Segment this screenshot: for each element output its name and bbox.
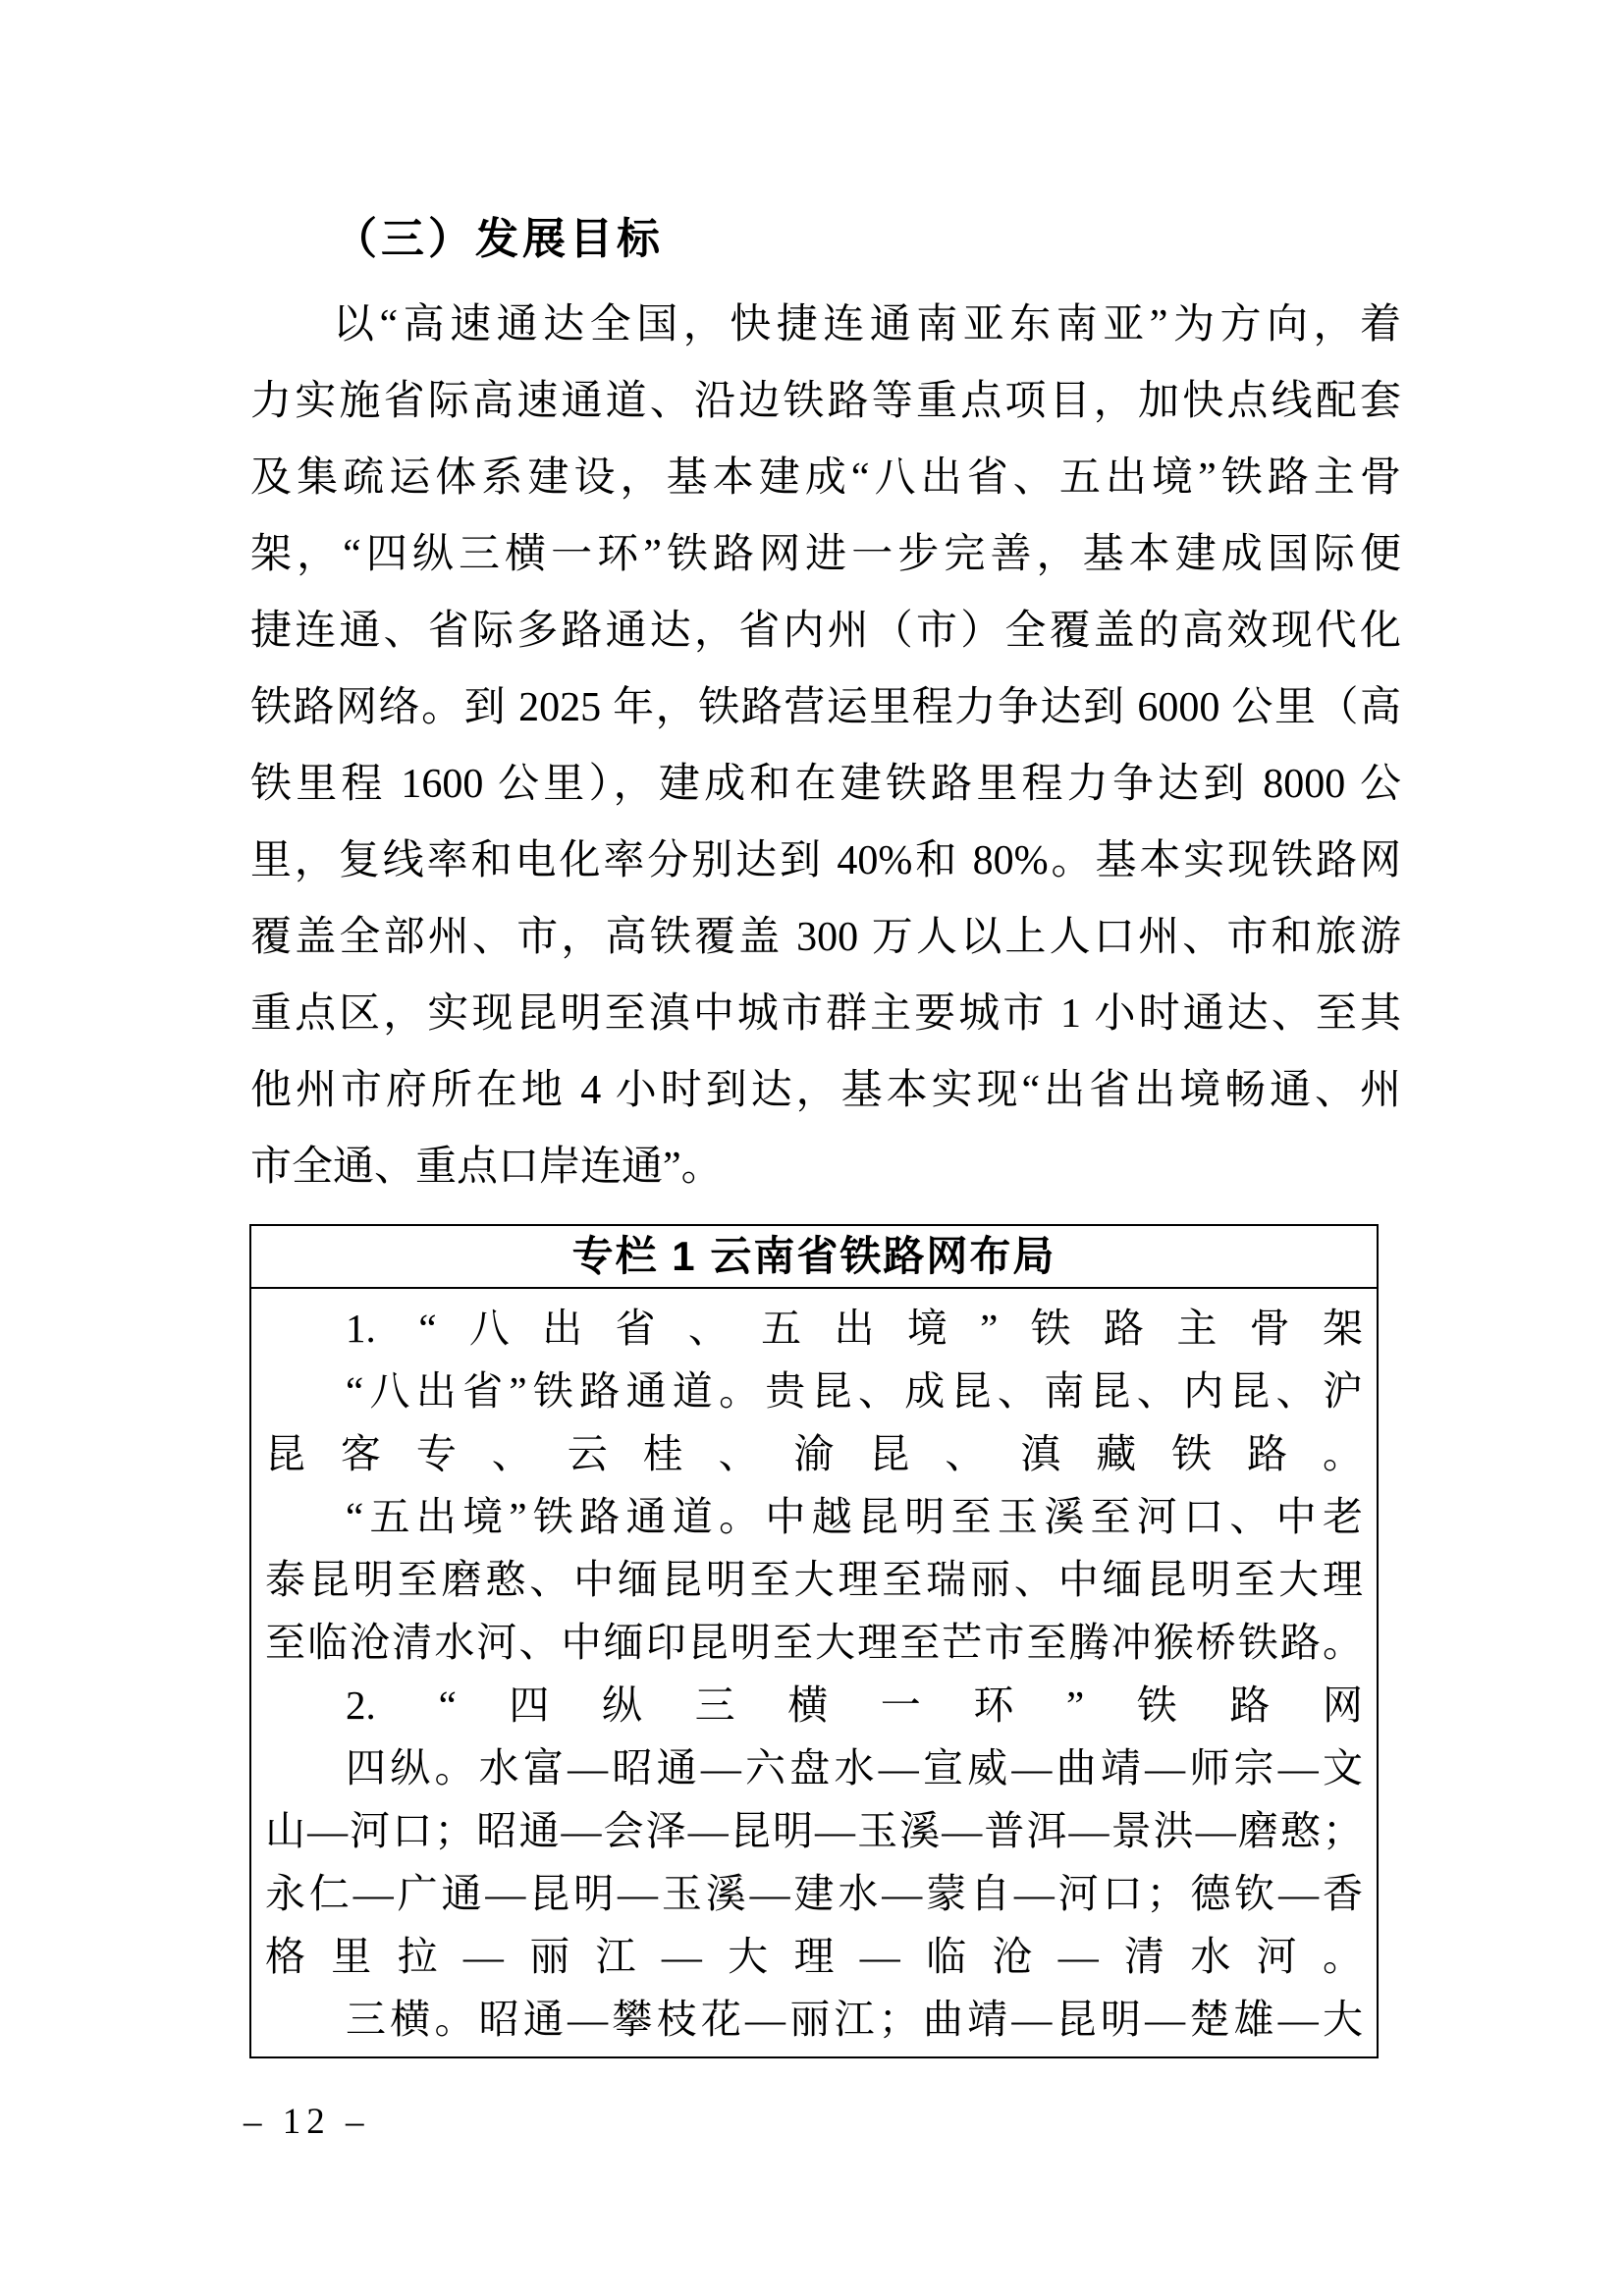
paragraph-line: 铁路网络。到 2025 年，铁路营运里程力争达到 6000 公里（高	[250, 685, 1401, 730]
paragraph-line: 以“高速通达全国，快捷连通南亚东南亚”为方向，着	[333, 302, 1401, 347]
box-line: 山—河口；昭通—会泽—昆明—玉溪—普洱—景洪—磨憨；	[265, 1808, 1363, 1853]
body-paragraph	[250, 287, 1401, 1205]
paragraph-line: 覆盖全部州、市，高铁覆盖 300 万人以上人口州、市和旅游	[250, 915, 1401, 960]
box-line: 2. “四纵三横一环”铁路网	[346, 1682, 1363, 1728]
paragraph-line: 重点区，实现昆明至滇中城市群主要城市 1 小时通达、至其	[250, 991, 1401, 1037]
paragraph-line: 里，复线率和电化率分别达到 40%和 80%。基本实现铁路网	[250, 838, 1401, 883]
section-heading: （三）发展目标	[334, 215, 664, 263]
paragraph-line: 他州市府所在地 4 小时到达，基本实现“出省出境畅通、州	[250, 1068, 1401, 1113]
box-line: 四纵。水富—昭通—六盘水—宣威—曲靖—师宗—文	[346, 1745, 1363, 1790]
box-line: 昆客专、云桂、渝昆、滇藏铁路。	[265, 1431, 1363, 1476]
paragraph-line: 市全通、重点口岸连通”。	[250, 1145, 723, 1190]
column-box-title: 专栏 1 云南省铁路网布局	[251, 1226, 1377, 1289]
paragraph-line: 铁里程 1600 公里），建成和在建铁路里程力争达到 8000 公	[250, 762, 1401, 807]
box-line: 至临沧清水河、中缅印昆明至大理至芒市至腾冲猴桥铁路。	[265, 1620, 1363, 1665]
box-line: 格里拉—丽江—大理—临沧—清水河。	[265, 1934, 1363, 1979]
paragraph-line: 捷连通、省际多路通达，省内州（市）全覆盖的高效现代化	[250, 609, 1401, 654]
page-number: – 12 –	[244, 2102, 370, 2142]
box-line: 三横。昭通—攀枝花—丽江；曲靖—昆明—楚雄—大	[346, 1997, 1363, 2042]
paragraph-line: 及集疏运体系建设，基本建成“八出省、五出境”铁路主骨	[250, 455, 1401, 501]
box-line: 泰昆明至磨憨、中缅昆明至大理至瑞丽、中缅昆明至大理	[265, 1557, 1363, 1602]
paragraph-line: 力实施省际高速通道、沿边铁路等重点项目，加快点线配套	[250, 379, 1401, 424]
box-line: 1. “八出省、五出境”铁路主骨架	[346, 1306, 1363, 1351]
column-box	[249, 1224, 1379, 2058]
column-box-body	[251, 1289, 1377, 2056]
paragraph-line: 架，“四纵三横一环”铁路网进一步完善，基本建成国际便	[250, 532, 1401, 577]
box-line: 永仁—广通—昆明—玉溪—建水—蒙自—河口；德钦—香	[265, 1871, 1363, 1916]
box-line: “八出省”铁路通道。贵昆、成昆、南昆、内昆、沪	[346, 1368, 1363, 1414]
box-line: “五出境”铁路通道。中越昆明至玉溪至河口、中老	[346, 1494, 1363, 1539]
